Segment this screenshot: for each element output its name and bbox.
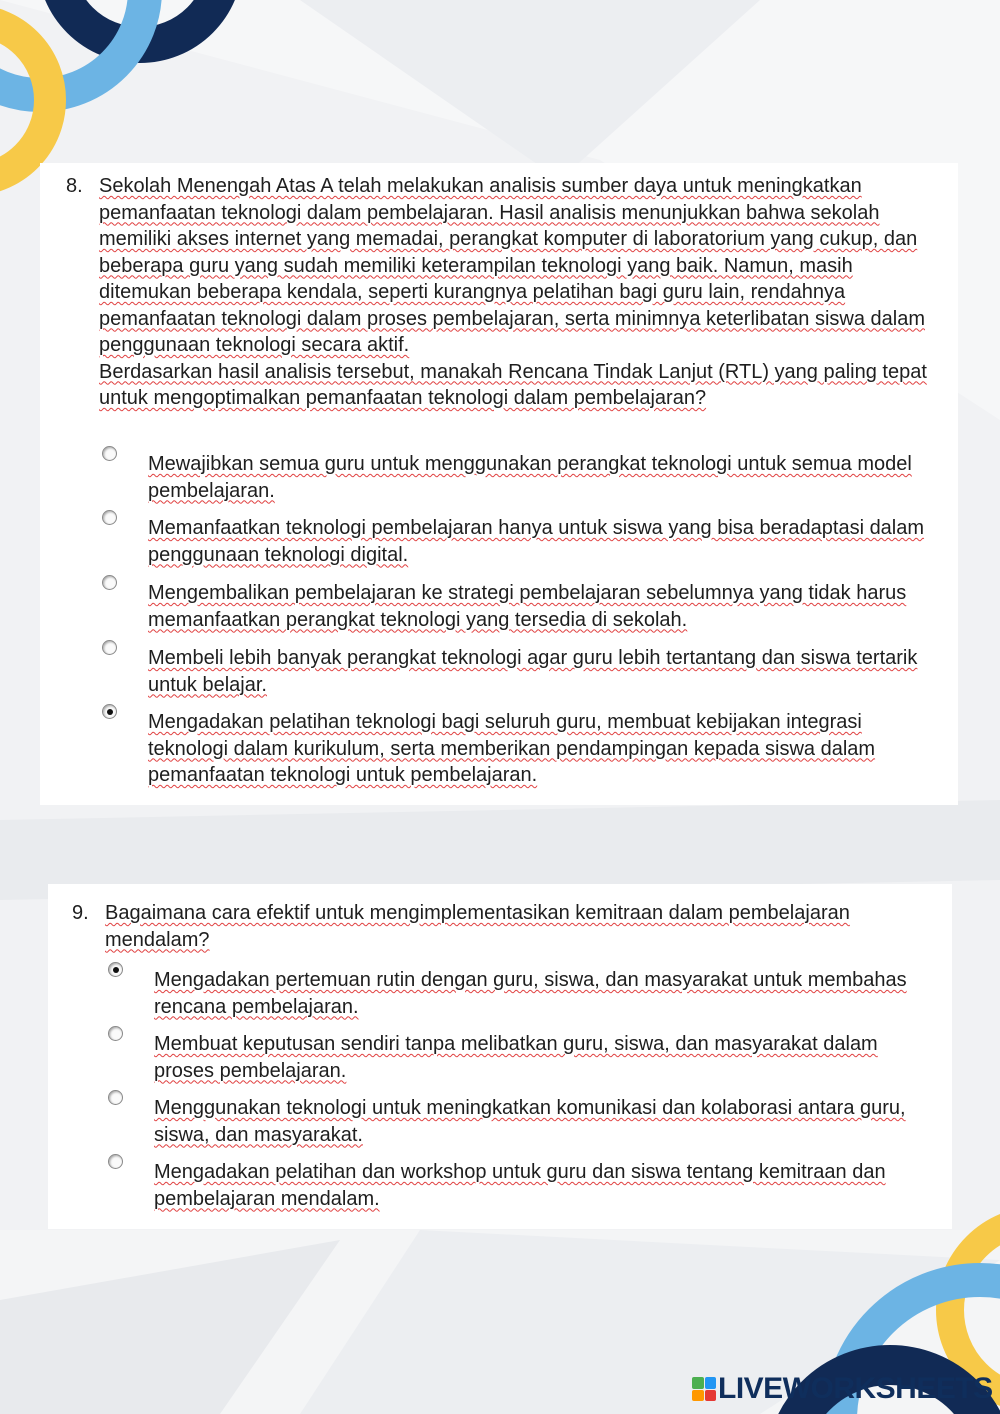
radio-button[interactable]	[102, 446, 117, 461]
option-label[interactable]: Menggunakan teknologi untuk meningkatkan komunikasi dan kolaborasi antara guru, siswa, dan masyarakat.	[154, 1097, 906, 1146]
option-label[interactable]: Mengadakan pertemuan rutin dengan guru, siswa, dan masyarakat untuk membahas rencana pembelajaran.	[154, 969, 907, 1018]
option-label[interactable]: Mengembalikan pembelajaran ke strategi pembelajaran sebelumnya yang tidak harus memanfaatkan perangkat teknologi yang tersedia di sekolah.	[148, 582, 907, 631]
radio-button[interactable]	[102, 640, 117, 655]
option-label[interactable]: Membeli lebih banyak perangkat teknologi agar guru lebih tertantang dan siswa tertarik untuk belajar.	[148, 647, 918, 696]
question-prompt: Bagaimana cara efektif untuk mengimplementasikan kemitraan dalam pembelajaran mendalam?	[105, 902, 850, 951]
question-number: 8.	[66, 175, 83, 197]
option-label[interactable]: Mengadakan pelatihan teknologi bagi seluruh guru, membuat kebijakan integrasi teknologi dalam kurikulum, serta memberikan pendampingan kepada siswa dalam pemanfaatan teknologi untuk pembelajaran.	[148, 711, 876, 786]
radio-button[interactable]	[102, 510, 117, 525]
option-label[interactable]: Memanfaatkan teknologi pembelajaran hanya untuk siswa yang bisa beradaptasi dalam penggunaan teknologi digital.	[148, 517, 925, 566]
question-prompt: Berdasarkan hasil analisis tersebut, manakah Rencana Tindak Lanjut (RTL) yang paling tepat untuk mengoptimalkan pemanfaatan teknologi dalam pembelajaran?	[99, 360, 927, 409]
brand-name: LIVEWORKSHEETS	[718, 1372, 993, 1405]
question-number: 9.	[72, 902, 89, 924]
question-scenario: Sekolah Menengah Atas A telah melakukan analisis sumber daya untuk meningkatkan pemanfaatan teknologi dalam pembelajaran. Hasil analisis menunjukkan bahwa sekolah memiliki akses internet yang memadai, perangkat komputer di laboratorium yang cukup, dan beberapa guru yang sudah memiliki keterampilan teknologi yang baik. Namun, masih ditemukan beberapa kendala, seperti kurangnya pelatihan bagi guru lain, rendahnya pemanfaatan teknologi dalam proses pembelajaran, serta minimnya keterlibatan siswa dalam penggunaan teknologi secara aktif.	[99, 175, 925, 356]
question-text	[99, 173, 931, 412]
question-8-card	[40, 163, 958, 805]
radio-button[interactable]	[108, 1090, 123, 1105]
option-label[interactable]: Mewajibkan semua guru untuk menggunakan perangkat teknologi untuk semua model pembelajaran.	[148, 453, 912, 502]
question-text	[105, 900, 935, 953]
radio-button[interactable]	[102, 575, 117, 590]
option-label[interactable]: Mengadakan pelatihan dan workshop untuk guru dan siswa tentang kemitraan dan pembelajaran mendalam.	[154, 1161, 886, 1210]
question-9-card	[48, 884, 952, 1229]
radio-button[interactable]	[102, 704, 117, 719]
option-label[interactable]: Membuat keputusan sendiri tanpa melibatkan guru, siswa, dan masyarakat dalam proses pembelajaran.	[154, 1033, 878, 1082]
liveworksheets-logo-icon	[692, 1377, 716, 1401]
radio-button[interactable]	[108, 962, 123, 977]
liveworksheets-brand	[692, 1372, 993, 1406]
radio-button[interactable]	[108, 1154, 123, 1169]
radio-button[interactable]	[108, 1026, 123, 1041]
